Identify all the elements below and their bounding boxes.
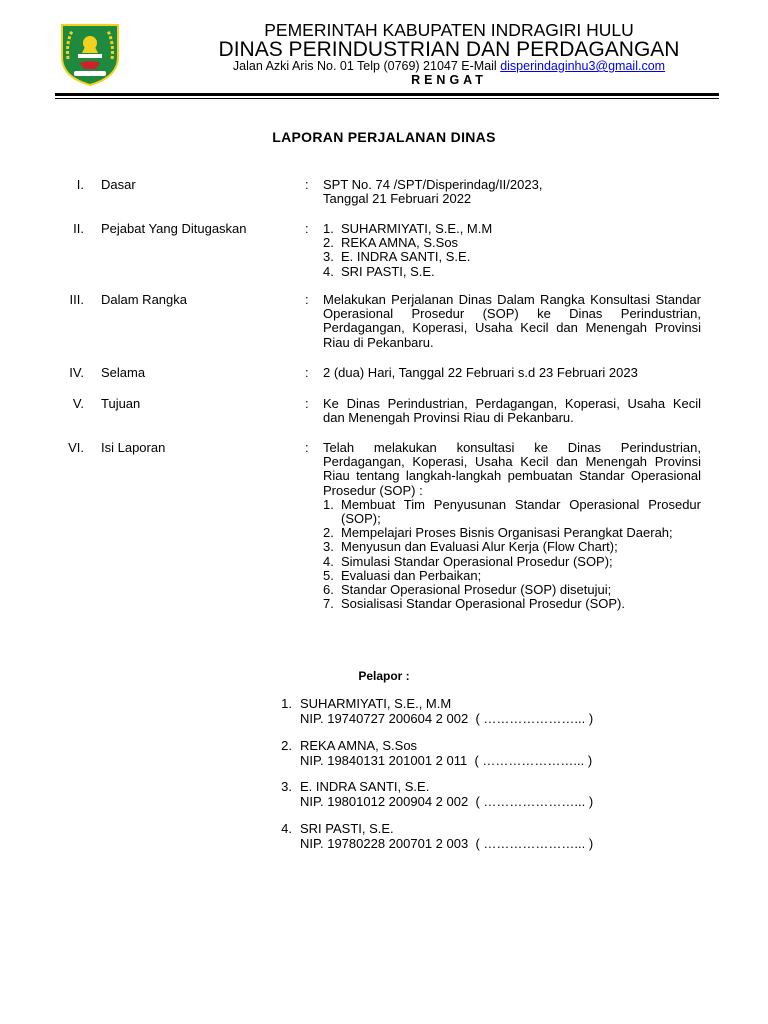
signature-placeholder: ( …………………... ) xyxy=(474,753,593,768)
dasar-line: SPT No. 74 /SPT/Disperindag/II/2023, xyxy=(323,177,543,192)
document-title: LAPORAN PERJALANAN DINAS xyxy=(272,129,496,145)
section-number: III. xyxy=(69,292,84,307)
signer-nip: NIP. 19840131 201001 2 011 xyxy=(300,753,468,768)
letterhead-divider-thin xyxy=(55,98,719,99)
section-number: V. xyxy=(72,396,84,411)
section-number: IV. xyxy=(69,365,84,380)
list-item: 5. Evaluasi dan Perbaikan; xyxy=(323,567,482,583)
list-item: 1. Membuat Tim Penyusunan Standar Operasional Prosedur (SOP); xyxy=(323,496,701,527)
section-colon: : xyxy=(305,221,309,236)
list-item: 2. REKA AMNA, S.Sos xyxy=(323,235,459,251)
signer-name: REKA AMNA, S.Sos xyxy=(300,738,418,753)
list-item: 6. Standar Operasional Prosedur (SOP) disetujui; xyxy=(323,582,612,598)
kop-city: RENGAT xyxy=(411,73,487,87)
section-colon: : xyxy=(305,396,309,411)
dasar-line: Tanggal 21 Februari 2022 xyxy=(323,191,472,207)
signer-name: SRI PASTI, S.E. xyxy=(300,821,394,836)
isi-laporan-steps xyxy=(323,498,701,612)
section-label: Dasar xyxy=(101,177,136,192)
section-value: Ke Dinas Perindustrian, Perdagangan, Koperasi, Usaha Kecil dan Menengah Provinsi Riau di Pekanbaru. xyxy=(323,396,701,426)
list-item: 2. Mempelajari Proses Bisnis Organisasi Perangkat Daerah; xyxy=(323,525,673,541)
section-label: Pejabat Yang Ditugaskan xyxy=(101,221,247,236)
section-value: 2 (dua) Hari, Tanggal 22 Februari s.d 23 Februari 2023 xyxy=(323,365,638,380)
section-colon: : xyxy=(305,440,309,455)
list-item: 1. SUHARMIYATI, S.E., M.M xyxy=(323,221,493,236)
signature-placeholder: ( …………………... ) xyxy=(475,836,594,851)
signer-number: 2. xyxy=(281,738,292,753)
list-item: 4. SRI PASTI, S.E. xyxy=(323,263,435,279)
signature-placeholder: ( …………………... ) xyxy=(475,794,594,809)
section-number: I. xyxy=(76,177,84,192)
signer-number: 3. xyxy=(281,779,292,794)
signer-number: 1. xyxy=(281,696,292,711)
section-number: VI. xyxy=(68,440,84,455)
isi-laporan-intro: Telah melakukan konsultasi ke Dinas Perindustrian, Perdagangan, Koperasi, Usaha Kecil dan Menengah Provinsi Riau tentang langkah-langkah pembuatan Standar Operasional Prosedur (SOP) : xyxy=(323,440,701,498)
section-value xyxy=(323,441,701,611)
signer-number: 4. xyxy=(281,821,292,836)
kop-email-link[interactable]: disperindaginhu3@gmail.com xyxy=(500,59,666,73)
section-label: Selama xyxy=(101,365,146,380)
section-label: Dalam Rangka xyxy=(101,292,187,307)
signer-nip: NIP. 19740727 200604 2 002 xyxy=(300,711,469,726)
kop-agency-name: DINAS PERINDUSTRIAN DAN PERDAGANGAN xyxy=(218,38,680,61)
signer-name: SUHARMIYATI, S.E., M.M xyxy=(300,696,452,711)
signature-placeholder: ( …………………... ) xyxy=(475,711,594,726)
signer-nip: NIP. 19780228 200701 2 003 xyxy=(300,836,469,851)
section-colon: : xyxy=(305,365,309,380)
signer-nip: NIP. 19801012 200904 2 002 xyxy=(300,794,469,809)
list-item: 3. E. INDRA SANTI, S.E. xyxy=(323,249,471,265)
pelapor-title: Pelapor : xyxy=(358,669,410,683)
section-label: Tujuan xyxy=(101,396,141,411)
section-label: Isi Laporan xyxy=(101,440,166,455)
section-value: Melakukan Perjalanan Dinas Dalam Rangka Konsultasi Standar Operasional Prosedur (SOP) ke Dinas Perindustrian, Perdagangan, Koperasi, Usaha Kecil dan Menengah Provinsi Riau di Pekanbaru. xyxy=(323,292,701,350)
list-item: 3. Menyusun dan Evaluasi Alur Kerja (Flow Chart); xyxy=(323,539,618,555)
kabupaten-logo-icon xyxy=(56,19,124,87)
section-colon: : xyxy=(305,177,309,192)
list-item: 7. Sosialisasi Standar Operasional Prosedur (SOP). xyxy=(323,596,625,612)
section-number: II. xyxy=(73,221,84,236)
section-value xyxy=(323,178,701,206)
pejabat-list xyxy=(323,222,701,279)
kop-government-name: PEMERINTAH KABUPATEN INDRAGIRI HULU xyxy=(264,20,634,40)
section-colon: : xyxy=(305,292,309,307)
list-item: 4. Simulasi Standar Operasional Prosedur (SOP); xyxy=(323,553,613,569)
signer-name: E. INDRA SANTI, S.E. xyxy=(300,779,430,794)
kop-address xyxy=(150,60,748,73)
letterhead-divider xyxy=(55,93,719,96)
kop-address-text: Jalan Azki Aris No. 01 Telp (0769) 21047 E-Mail xyxy=(232,59,497,73)
